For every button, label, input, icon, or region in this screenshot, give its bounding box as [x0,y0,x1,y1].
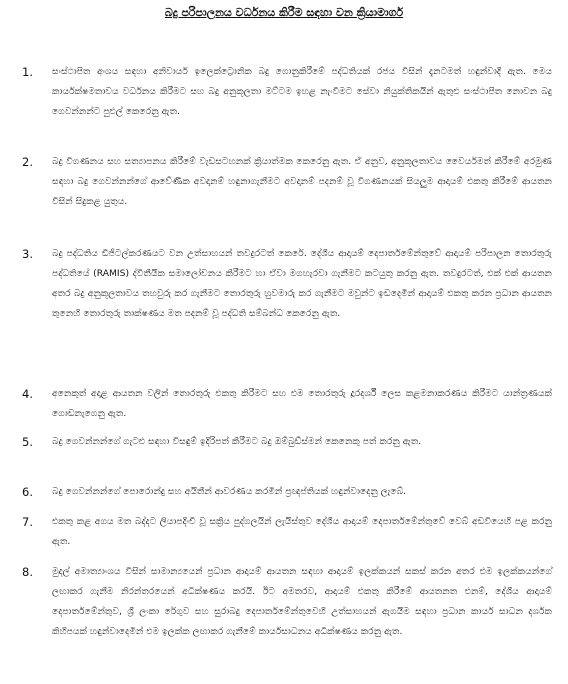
item-number: 2. [22,155,33,169]
item-text: බදු ගෙවන්නන්ගේ පොරොන්දු සහ අයිතීන් ආවරණය කරමින් ප්‍රඥප්තියක් හඳුන්වාදෙනු ලැබේ. [52,486,407,497]
item-number: 3. [22,247,33,261]
item-number: 8. [22,565,33,579]
document-title-text: බදු පරිපාලනය වර්ධනය කිරීම සඳහා වන ක්‍රියාමාර්ග [164,6,404,19]
item-text: බදු ගෙවන්නන්ගේ ගැටළු සඳහා විසඳුම් ඉදිරිපත් කිරීමට බදු ඔම්බුඩ්ස්මන් කෙනෙකු පත් කරනු ඇත. [52,436,422,447]
item-text: බදු විගණනය සහ සත්‍යාපනය කිරීමේ වැඩසටහනක් ක්‍රියාත්මක කෙරෙනු ඇත. ඒ අනුව, අනුකූලතාවය වෛර්යමත් කිරීමේ අරමුණ සඳහා බදු ගෙවන්නන්ගේ ආවේණික අවදානම් හඳුනාගැනීමට අවදානම් පදනම් වූ විගණනයක් සියලුම ආදායම් එකතු කිරීමේ ආයතන විසින් සිදුකළ යුතුය. [52,156,552,207]
item-text: මුදල් අමාත්‍යාංශය විසින් සාමාන්‍යයෙන් ප්‍රධාන ආදායම් ආයතන සඳහා ආදායම් ඉලක්කයන් සකස් කරන අතර එම ඉලක්කයන්ගේ ලඟාකර ගැනීම නිරන්තරයෙන් අධීක්ෂණය කරයි. ඊට අමතරව, ආදායම් එකතු කිරීමේ ආයතනත එනම්, දේශීය ආදායම් දෙපාර්තමේන්තුව, ශ්‍රී ලංකා රේගුව සහ සුරාබදු දෙපාර්තමේන්තුවෙහි උත්සාහයන් ඇගයීම සඳහා ප්‍රධාන කාර්ය සාධන දර්ශක කිහිපයක් හඳුන්වාදෙමින් එම ඉලක්ක ලඟාකර ගැනීමේ කාර්යසාධනය අධීක්ෂණය කරනු ඇත. [52,566,552,637]
item-number: 6. [22,485,33,499]
item-number: 7. [22,515,33,529]
item-number: 5. [22,435,33,449]
item-number: 4. [22,387,33,401]
item-text: බදු පද්ධතිය ඩිජිටල්කරණයට වන උත්සාහයන් තවදුරටත් කෙරේ. දේශීය ආදායම් දෙපාර්තමේන්තුවේ ආදායම් පරිපාලන තොරතුරු පද්ධතියේ (RAMIS) ද්විතීයික සමාලෝචනය කිරීමට හා ඒවා මගහැරවා ගැනීමට කටයුතු කරනු ඇත. තවදුරටත්, එක් එක් ආයතන අතර බදු අනුකූලතාවය තහවුරු කර ගැනීමට තොරතුරු හුවමාරු කර ගැනීමට මවුන්ට ඉඩදෙමින් ආදායම් එකතු කරන ප්‍රධාන ආයතන තුනෙහි තොරතුරු තාක්ෂණය මත පදනම් වූ පද්ධති සම්බන්ධ කෙරෙනු ඇත. [52,248,552,319]
item-number: 1. [22,65,33,79]
document-title [0,6,568,20]
item-text: සංස්ථාපිත අංශය සඳහා අනිවාර්ය ඉලෙක්ට්‍රොනික බදු ගොනුකිරීමේ පද්ධතියක් රජය විසින් දැනටමත් හඳුන්වාදී ඇත. මෙය කාර්යක්ෂමතාවය වර්ධනය කිරීමට සහ බදු අනුකූලතා මට්ටම ඉහළ නැංවීමට සේවා නියුක්තිකයින් ඇතුළු සංස්ථාපිත නොවන බදු ගෙවන්නන්ට පුළුල් කෙරෙනු ඇත. [52,66,552,117]
item-text: අනෙකුත් අදාළ ආයතන වලින් තොරතුරු එකතු කිරීමට සහ එම තොරතුරු දූරදර්ශී ලෙස කළමනාකරණය කිරීමට යාන්ත්‍රණයක් ගොඩනැගෙනු ඇත. [52,388,552,419]
item-text: එකතු කළ අගය මත බද්දට ලියාපදිංචි වූ සක්‍රිය පුද්ගලයින් ලැයිස්තුව දේශීය ආදායම් දෙපාර්තමේන්තුවේ වෙබ් අඩවියෙහි පළ කරනු ඇත. [52,516,552,547]
